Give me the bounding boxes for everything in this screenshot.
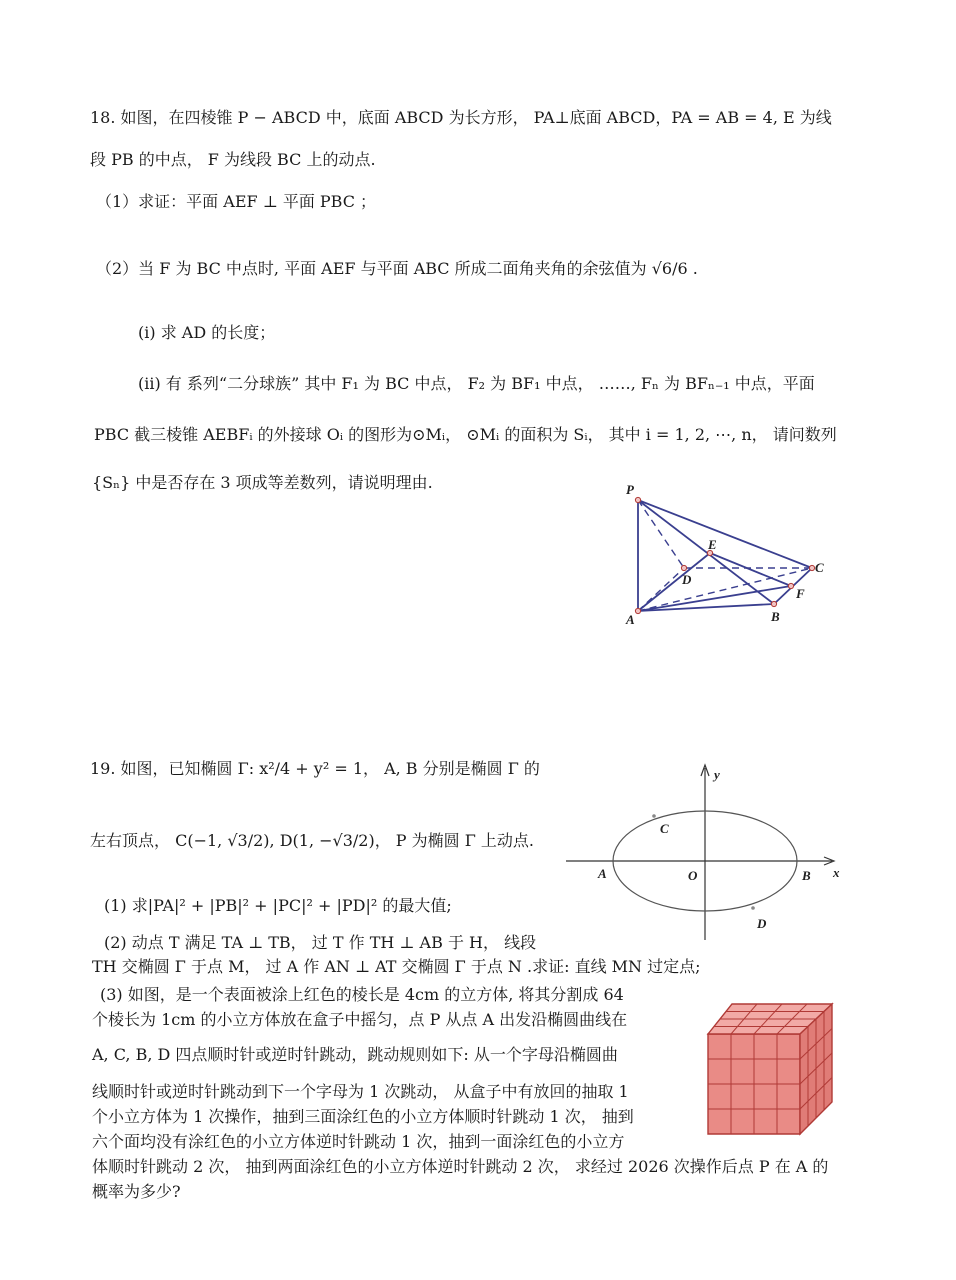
q18-part1: （1）求证：平面 AEF ⊥ 平面 PBC ； <box>96 192 377 211</box>
q19-part3-4: 线顺时针或逆时针跳动到下一个字母为 1 次跳动， 从盒子中有放回的抽取 1 <box>92 1082 629 1101</box>
label-y: y <box>714 767 720 782</box>
ellipse-figure <box>560 760 850 945</box>
label-B: B <box>771 609 780 624</box>
label-C: C <box>815 560 824 575</box>
q19-part2-2: TH 交椭圆 Γ 于点 M， 过 A 作 AN ⊥ AT 交椭圆 Γ 于点 N .求证: 直线 MN 过定点; <box>92 957 701 976</box>
label-A: A <box>626 612 635 627</box>
q19-part1: (1) 求|PA|² + |PB|² + |PC|² + |PD|² 的最大值; <box>104 896 452 915</box>
q18-sub-ii-3: {Sₙ} 中是否存在 3 项成等差数列，请说明理由. <box>92 473 433 492</box>
q19-line2: 左右顶点， C(−1, √3/2), D(1, −√3/2)， P 为椭圆 Γ 上动点. <box>90 831 535 850</box>
cube-figure <box>700 998 840 1140</box>
label-O: O <box>688 868 698 883</box>
label-D: D <box>682 572 692 587</box>
q19-part3-6: 六个面均没有涂红色的小立方体逆时针跳动 1 次，抽到一面涂红色的小立方 <box>92 1132 625 1151</box>
label-D: D <box>757 916 767 931</box>
q18-sub-i: (i) 求 AD 的长度； <box>138 323 276 342</box>
q19-part2-1: (2) 动点 T 满足 TA ⊥ TB， 过 T 作 TH ⊥ AB 于 H， 线段 <box>104 933 537 952</box>
q18-line1: 18. 如图，在四棱锥 P − ABCD 中，底面 ABCD 为长方形， PA⊥底面 ABCD，PA = AB = 4, E 为线 <box>90 108 832 127</box>
q18-sub-ii-2: PBC 截三棱锥 AEBFᵢ 的外接球 Oᵢ 的图形为⊙Mᵢ， ⊙Mᵢ 的面积为 Sᵢ， 其中 i = 1, 2, ⋯, n， 请问数列 <box>94 425 837 444</box>
label-P: P <box>626 482 634 497</box>
q19-part3-7: 体顺时针跳动 2 次， 抽到两面涂红色的小立方体逆时针跳动 2 次， 求经过 2026 次操作后点 P 在 A 的 <box>92 1157 829 1176</box>
q19-part3-3: A, C, B, D 四点顺时针或逆时针跳动，跳动规则如下: 从一个字母沿椭圆曲 <box>92 1045 618 1064</box>
q19-part3-5: 个小立方体为 1 次操作，抽到三面涂红色的小立方体顺时针跳动 1 次， 抽到 <box>92 1107 634 1126</box>
label-B: B <box>802 868 811 883</box>
q19-line1: 19. 如图，已知椭圆 Γ: x²/4 + y² = 1， A, B 分别是椭圆 Γ 的 <box>90 759 540 778</box>
label-E: E <box>708 537 717 552</box>
q18-sub-ii-1: (ii) 有 系列“二分球族” 其中 F₁ 为 BC 中点， F₂ 为 BF₁ 中点， ……, Fₙ 为 BFₙ₋₁ 中点，平面 <box>138 374 815 393</box>
label-C: C <box>660 821 669 836</box>
q19-part3-8: 概率为多少? <box>92 1182 181 1201</box>
label-F: F <box>796 586 805 601</box>
pyramid-figure <box>616 478 836 628</box>
q18-line2: 段 PB 的中点， F 为线段 BC 上的动点. <box>90 150 376 169</box>
label-A: A <box>598 866 607 881</box>
label-x: x <box>833 865 840 880</box>
q18-part2: （2）当 F 为 BC 中点时, 平面 AEF 与平面 ABC 所成二面角夹角的余弦值为 √6/6 . <box>96 259 698 278</box>
q19-part3-1: (3) 如图，是一个表面被涂上红色的棱长是 4cm 的立方体, 将其分割成 64 <box>100 985 624 1004</box>
q19-part3-2: 个棱长为 1cm 的小立方体放在盒子中摇匀，点 P 从点 A 出发沿椭圆曲线在 <box>92 1010 628 1029</box>
